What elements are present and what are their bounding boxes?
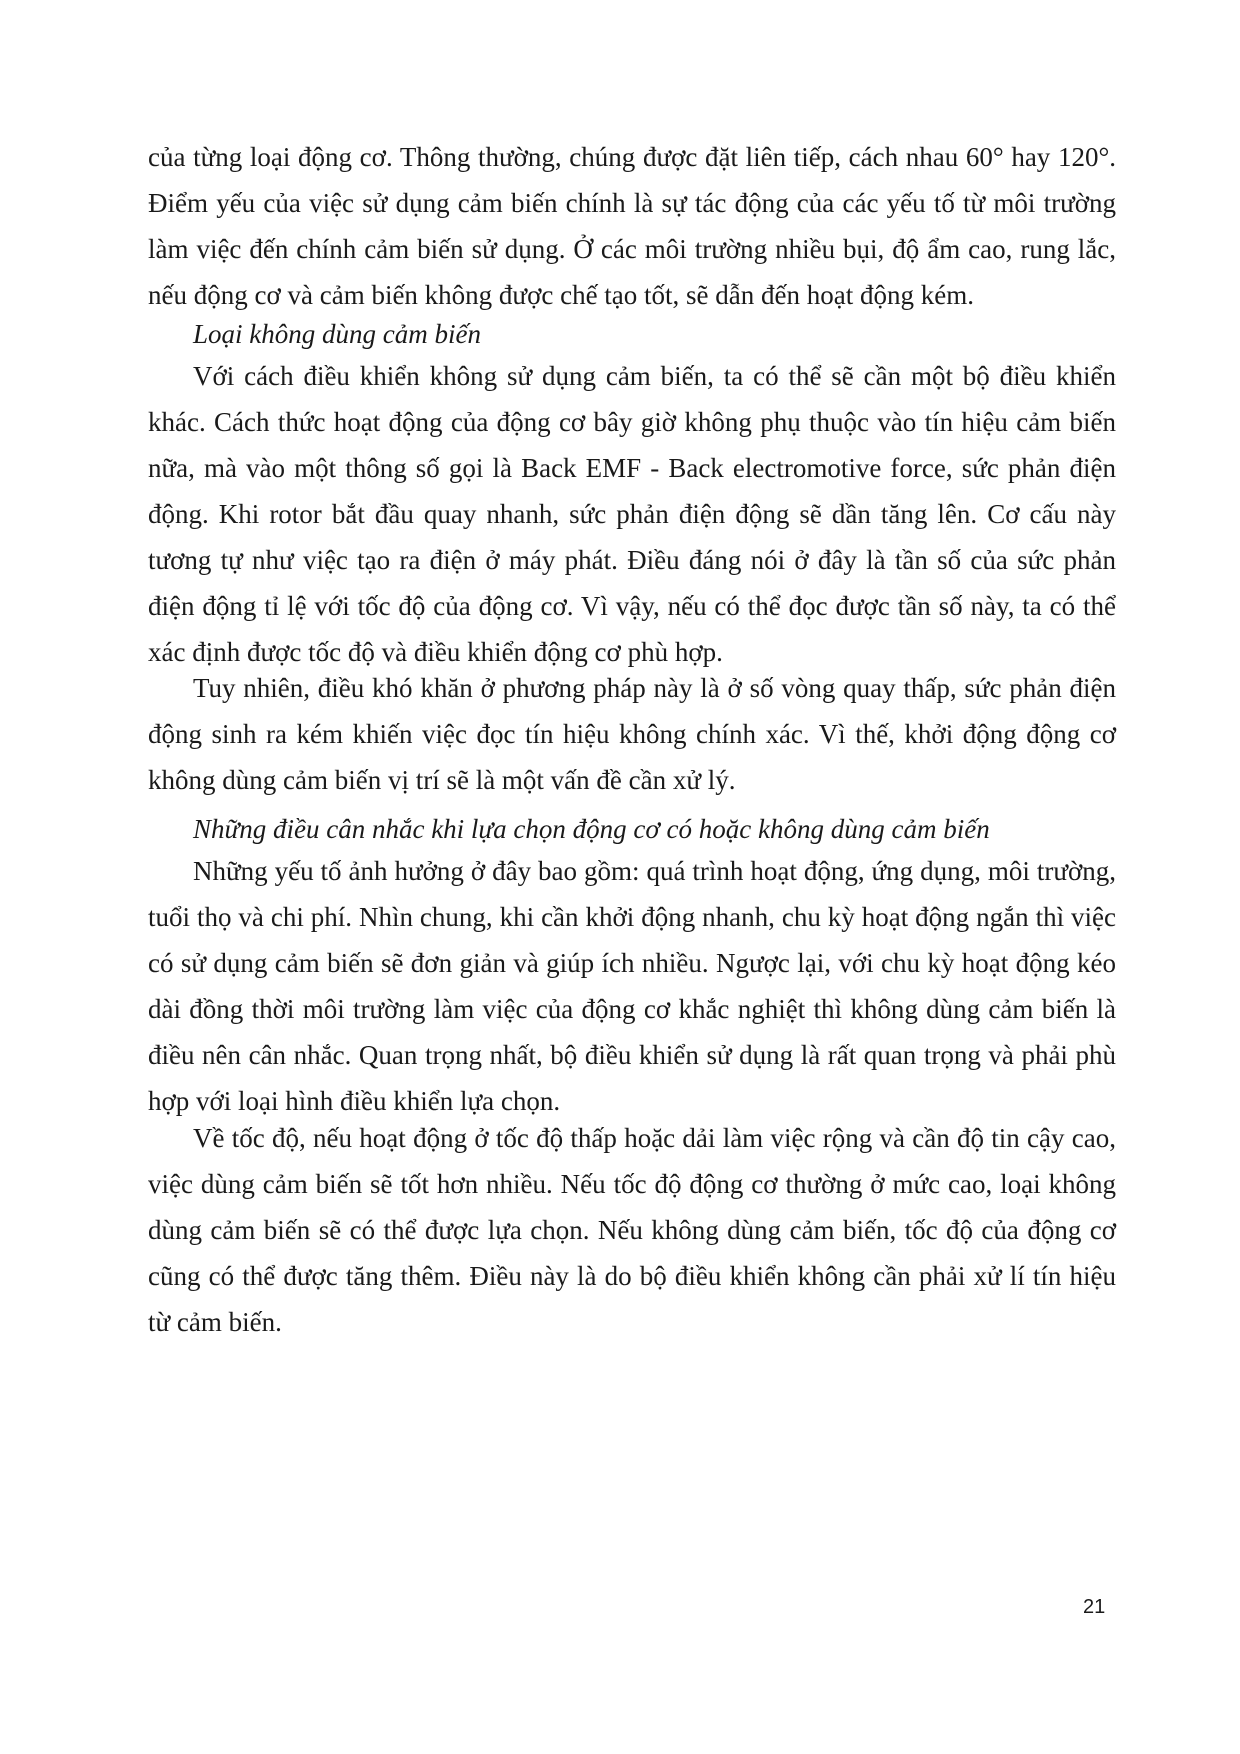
paragraph-sensor-weakness: của từng loại động cơ. Thông thường, chúng được đặt liên tiếp, cách nhau 60° hay 120°. Điểm yếu của việc sử dụng cảm biến chính là sự tác động của các yếu tố từ môi trường làm việc đến chính cảm biến sử dụng. Ở các môi trường nhiều bụi, độ ẩm cao, rung lắc, nếu động cơ và cảm biến không được chế tạo tốt, sẽ dẫn đến hoạt động kém.	[148, 142, 1116, 310]
heading-selection-considerations: Những điều cân nhắc khi lựa chọn động cơ có hoặc không dùng cảm biến	[193, 814, 990, 844]
paragraph-sensorless-difficulty: Tuy nhiên, điều khó khăn ở phương pháp này là ở số vòng quay thấp, sức phản điện động sinh ra kém khiến việc đọc tín hiệu không chính xác. Vì thế, khởi động động cơ không dùng cảm biến vị trí sẽ là một vấn đề cần xử lý.	[148, 673, 1116, 795]
paragraph-speed-considerations: Về tốc độ, nếu hoạt động ở tốc độ thấp hoặc dải làm việc rộng và cần độ tin cậy cao, việc dùng cảm biến sẽ tốt hơn nhiều. Nếu tốc độ động cơ thường ở mức cao, loại không dùng cảm biến sẽ có thể được lựa chọn. Nếu không dùng cảm biến, tốc độ của động cơ cũng có thể được tăng thêm. Điều này là do bộ điều khiển không cần phải xử lí tín hiệu từ cảm biến.	[148, 1123, 1116, 1337]
page-number: 21	[1083, 1596, 1106, 1618]
paragraph-influencing-factors: Những yếu tố ảnh hưởng ở đây bao gồm: quá trình hoạt động, ứng dụng, môi trường, tuổi thọ và chi phí. Nhìn chung, khi cần khởi động nhanh, chu kỳ hoạt động ngắn thì việc có sử dụng cảm biến sẽ đơn giản và giúp ích nhiều. Ngược lại, với chu kỳ hoạt động kéo dài đồng thời môi trường làm việc của động cơ khắc nghiệt thì không dùng cảm biến là điều nên cân nhắc. Quan trọng nhất, bộ điều khiển sử dụng là rất quan trọng và phải phù hợp với loại hình điều khiển lựa chọn.	[148, 856, 1116, 1116]
heading-sensorless-type: Loại không dùng cảm biến	[193, 319, 481, 349]
paragraph-sensorless-control: Với cách điều khiển không sử dụng cảm biến, ta có thể sẽ cần một bộ điều khiển khác. Cách thức hoạt động của động cơ bây giờ không phụ thuộc vào tín hiệu cảm biến nữa, mà vào một thông số gọi là Back EMF - Back electromotive force, sức phản điện động. Khi rotor bắt đầu quay nhanh, sức phản điện động sẽ dần tăng lên. Cơ cấu này tương tự như việc tạo ra điện ở máy phát. Điều đáng nói ở đây là tần số của sức phản điện động tỉ lệ với tốc độ của động cơ. Vì vậy, nếu có thể đọc được tần số này, ta có thể xác định được tốc độ và điều khiển động cơ phù hợp.	[148, 361, 1116, 667]
